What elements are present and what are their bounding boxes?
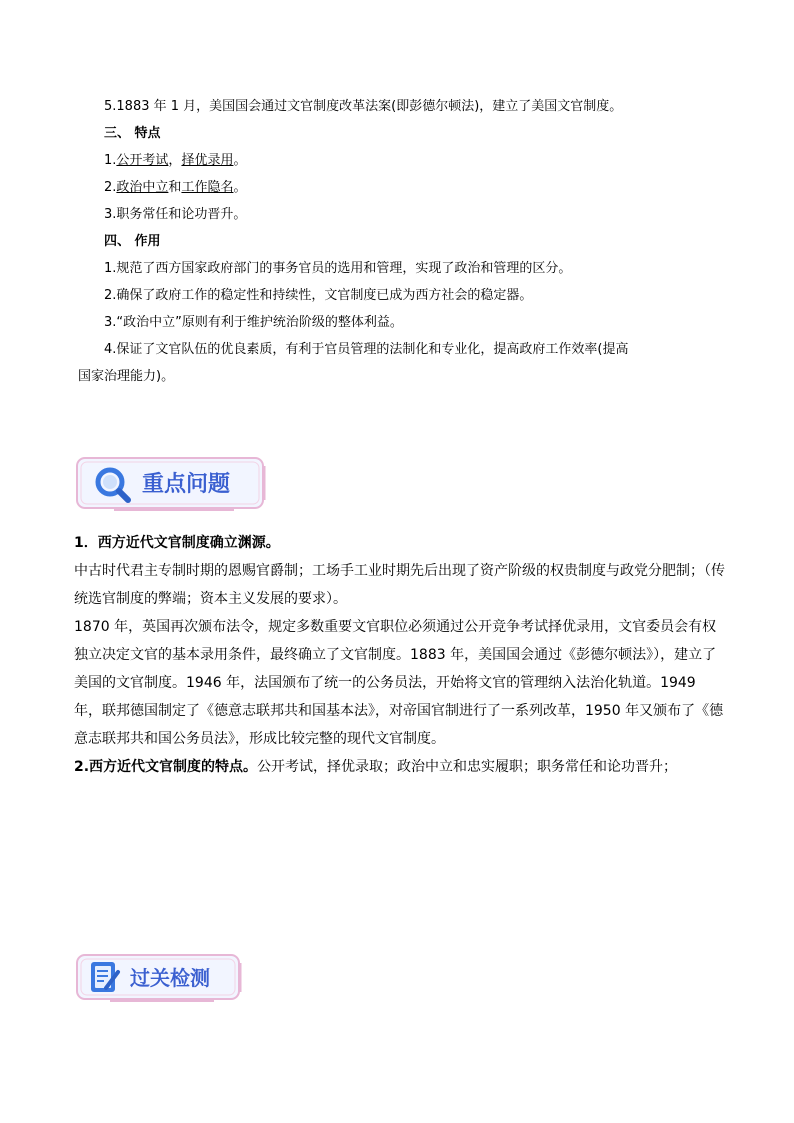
- heading-features: 三、 特点: [104, 126, 161, 141]
- question-2: [74, 753, 726, 781]
- key-questions-title: 重点问题: [142, 472, 231, 497]
- effect-item-4-cont: 国家治理能力)。: [78, 369, 175, 384]
- question-2-title: 2.西方近代文官制度的特点。: [74, 759, 258, 775]
- check-banner: [74, 950, 246, 1006]
- key-questions-banner-frame: [74, 452, 270, 516]
- feature-item-2: 2.政治中立和工作隐名。: [104, 180, 247, 195]
- feature-item-3: 3.职务常任和论功晋升。: [104, 207, 247, 222]
- question-1-title: 1．西方近代文官制度确立渊源。: [74, 535, 280, 551]
- question-1-para-2: 1870 年，英国再次颁布法令，规定多数重要文官职位必须通过公开竞争考试择优录用，文官委员会有权独立决定文官的基本录用条件，最终确立了文官制度。1883 年，美国国会通过《彭德尔顿法》），建立了美国的文官制度。1946 年，法国颁布了统一的公务员法，开始将文官的管理纳入法治化轨道。1949 年，联邦德国制定了《德意志联邦共和国基本法》，对帝国官制进行了一系列改革，1950 年又颁布了《德意志联邦共和国公务员法》，形成比较完整的现代文官制度。: [74, 619, 724, 747]
- check-banner-frame: [74, 950, 246, 1006]
- question-1-para-1: 中古时代君主专制时期的恩赐官爵制；工场手工业时期先后出现了资产阶级的权贵制度与政党分肥制；（传统选官制度的弊端；资本主义发展的要求）。: [74, 563, 725, 607]
- feature-1-term-a: 公开考试: [116, 153, 169, 168]
- effect-item-4: 4.保证了文官队伍的优良素质，有利于官员管理的法制化和专业化，提高政府工作效率(提高: [104, 342, 629, 357]
- feature-2-term-b: 工作隐名: [181, 180, 234, 195]
- heading-effects: 四、 作用: [104, 234, 161, 249]
- feature-1-term-b: 择优录用: [181, 153, 234, 168]
- effect-item-2: 2.确保了政府工作的稳定性和持续性，文官制度已成为西方社会的稳定器。: [104, 288, 533, 303]
- key-questions-banner: [74, 452, 270, 516]
- feature-2-term-a: 政治中立: [116, 180, 169, 195]
- effect-item-3: 3.“政治中立”原则有利于维护统治阶级的整体利益。: [104, 315, 403, 330]
- question-2-text: 公开考试，择优录取；政治中立和忠实履职；职务常任和论功晋升；: [257, 759, 678, 775]
- section-features-effects: [78, 93, 724, 390]
- paragraph-item-5: 5.1883 年 1 月，美国国会通过文官制度改革法案(即彭德尔顿法)，建立了美国文官制度。: [104, 99, 623, 114]
- check-title: 过关检测: [130, 966, 210, 990]
- effect-item-1: 1.规范了西方国家政府部门的事务官员的选用和管理，实现了政治和管理的区分。: [104, 261, 572, 276]
- section-key-questions: [74, 529, 726, 781]
- feature-item-1: 1.公开考试，择优录用。: [104, 153, 247, 168]
- edit-note-icon: [91, 962, 118, 992]
